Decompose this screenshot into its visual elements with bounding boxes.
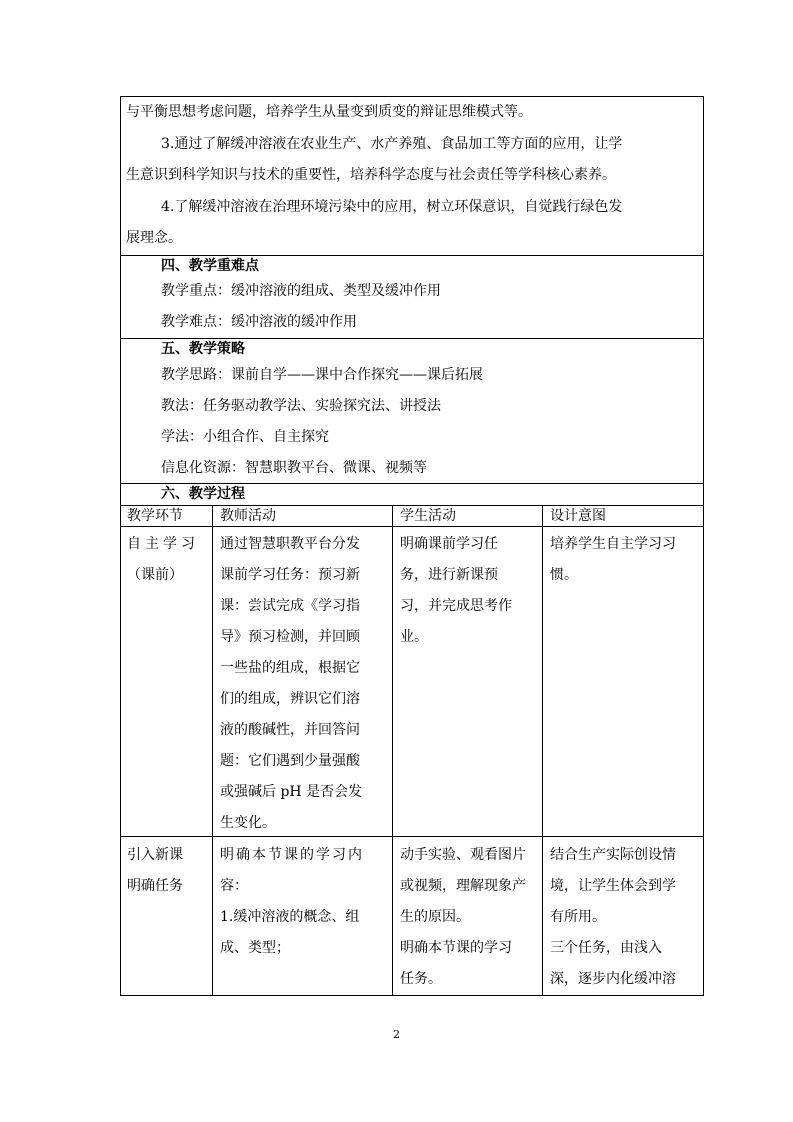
row2-intent-line: 有所用。 [550, 909, 606, 925]
row1-student-line: 务，进行新课预 [400, 567, 498, 583]
row2-student-line: 动手实验、观看图片 [400, 847, 526, 863]
resources-text: 信息化资源：智慧职教平台、微课、视频等 [161, 460, 427, 476]
row1-teacher-line: 导》预习检测，并回顾 [220, 629, 360, 645]
row1-teacher-line: 题：它们遇到少量强酸 [220, 753, 360, 769]
section-5-heading: 五、教学策略 [161, 341, 245, 357]
row1-student-line: 业。 [400, 629, 428, 645]
row2-student-line: 任务。 [400, 971, 442, 987]
teaching-idea-text: 教学思路：课前自学——课中合作探究——课后拓展 [161, 367, 483, 383]
table-row-divider [120, 836, 704, 837]
row2-intent-line: 三个任务，由浅入 [550, 940, 662, 956]
table-row-divider [120, 526, 704, 527]
row1-teacher-line: 课：尝试完成《学习指 [220, 598, 360, 614]
row1-student-line: 明确课前学习任 [400, 536, 498, 552]
objective-item-3-line1: 3.通过了解缓冲溶液在农业生产、水产养殖、食品加工等方面的应用，让学 [161, 136, 623, 152]
row1-teacher-line: 或强碱后 pH 是否会发 [220, 784, 363, 800]
row2-teacher-line: 1.缓冲溶液的概念、组 [220, 909, 360, 925]
section-4-heading: 四、教学重难点 [161, 258, 259, 274]
table-col-divider [392, 505, 393, 996]
difficult-point-text: 教学难点：缓冲溶液的缓冲作用 [161, 314, 357, 330]
row1-teacher-line: 生变化。 [220, 815, 276, 831]
objective-item-4-line1: 4.了解缓冲溶液在治理环境污染中的应用，树立环保意识，自觉践行绿色发 [161, 199, 623, 215]
row2-intent-line: 境，让学生体会到学 [550, 878, 676, 894]
key-point-text: 教学重点：缓冲溶液的组成、类型及缓冲作用 [161, 283, 441, 299]
page-number: 2 [393, 1028, 400, 1041]
header-stage: 教学环节 [127, 508, 183, 524]
table-col-divider [542, 505, 543, 996]
row1-intent-line: 惯。 [550, 567, 578, 583]
row2-student-line: 生的原因。 [400, 909, 470, 925]
header-teacher-activity: 教师活动 [220, 508, 276, 524]
row2-stage: 引入新课 [127, 847, 183, 863]
learning-method-text: 学法：小组合作、自主探究 [161, 429, 329, 445]
row1-teacher-line: 课前学习任务：预习新 [220, 567, 360, 583]
row1-intent-line: 培养学生自主学习习 [550, 536, 676, 552]
row2-teacher-line: 明确本节课的学习内 [220, 847, 364, 863]
row2-student-line: 明确本节课的学习 [400, 940, 512, 956]
header-student-activity: 学生活动 [400, 508, 456, 524]
row2-teacher-line: 成、类型； [220, 940, 290, 956]
row2-intent-line: 深，逐步内化缓冲溶 [550, 971, 676, 987]
objective-item-3-line2: 生意识到科学知识与技术的重要性，培养科学态度与社会责任等学科核心素养。 [126, 167, 616, 183]
row2-teacher-line: 容： [220, 878, 248, 894]
row1-teacher-line: 一些盐的组成，根据它 [220, 660, 360, 676]
section-6-heading: 六、教学过程 [161, 486, 245, 502]
row2-stage: 明确任务 [127, 878, 183, 894]
row1-stage: （课前） [127, 567, 183, 583]
table-col-divider [212, 505, 213, 996]
row1-teacher-line: 通过智慧职教平台分发 [220, 536, 360, 552]
row1-teacher-line: 液的酸碱性，并回答问 [220, 722, 360, 738]
row2-intent-line: 结合生产实际创设情 [550, 847, 676, 863]
objective-continuation: 与平衡思想考虑问题，培养学生从量变到质变的辩证思维模式等。 [126, 104, 532, 120]
row1-stage: 自主学习 [127, 536, 199, 552]
row2-student-line: 或视频，理解现象产 [400, 878, 526, 894]
objective-item-4-line2: 展理念。 [126, 230, 182, 246]
header-design-intent: 设计意图 [550, 508, 606, 524]
row1-teacher-line: 们的组成，辨识它们溶 [220, 691, 360, 707]
row1-student-line: 习，并完成思考作 [400, 598, 512, 614]
teaching-method-text: 教法：任务驱动教学法、实验探究法、讲授法 [161, 398, 441, 414]
